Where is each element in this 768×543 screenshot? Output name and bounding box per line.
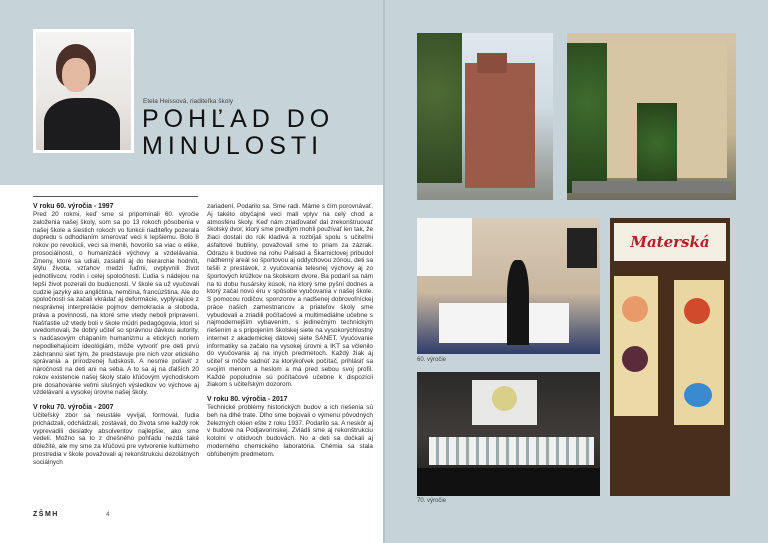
anniversary-70-photo xyxy=(417,372,600,496)
school-building-photo-2 xyxy=(567,33,736,200)
section-heading: V roku 80. výročia - 2017 xyxy=(207,396,288,403)
section-paragraph: Pred 20 rokmi, keď sme si pripomínali 60. výročie založenia našej školy, som sa po 13 rokoch pôsobenia v našej škole a šiestich rokoch vo funkcii riaditeľky pozerala dopredu s odhodlaním smerovať veci k lepšiemu. Bolo 8 rokov po revolúcii, veci sa menili, hovorilo sa viac o etike, prosociálnosti, o humanizácii výchovy a vzdelávania. Zmeny, ktoré sa udiali, zasiahli aj do hierarchie hodnôt, štýlu života, vzťahov medzi ľuďmi, ovplyvnili život jednotlivcov, rodín i celej spoločnosti. Ľudia s nádejou na lepší život pozerali do budúcnosti. V škole sa už vyučovali cudzie jazyky ako angličtina, nemčina, francúzština. Ale do spoločnosti sa začali vkrádať aj deformácie, vyplývajúce z nesprávnej interpretácie pojmov demokracia a sloboda, práva a povinnosti, na ktoré sme vtedy neboli pripravení. Našťastie už vtedy boli v škole múdri pedagógovia, ktorí si uvedomovali, že dobrý učiteľ so správnou dávkou autority, s nadčasovým chápaním humanizmu a etických noriem nepodliehajúcim ideológiám, môže vytvoriť pre deti prvú záchrannú sieť tým, že predstavuje pre nich vzor etického správania a prirodzenej ľudskosti. A nesmie poľaviť z náročnosti na deti ani na seba. A to sa aj na ďalších 20 rokov existencie našej školy stalo kľúčovým východiskom pre dosahovanie veľmi slušných výsledkov vo výchove aj vzdelávaní a vysokej úrovne našej školy. xyxy=(33,211,199,397)
anniversary-60-photo xyxy=(417,218,600,354)
section-heading: V roku 70. výročia - 2007 xyxy=(33,404,114,411)
section-paragraph: Učiteľský zbor sa neustále vyvíjal, formoval, ľudia prichádzali, odchádzali, zostávali, do života sme každý rok vyprevadili desiatky absolventov najlepšie, ako sme vedeli. Možno sa to z dnešného pohľadu nezdá také dôležité, ale my sme za kľúčovú pre vytvorenie kultúrneho prostredia v škole považovali aj rekonštrukciu dezolátnych sociálnych xyxy=(33,412,199,466)
caption-60: 60. výročie xyxy=(417,357,447,363)
title-line-1: POHĽAD DO xyxy=(142,105,335,133)
title-line-2: MINULOSTI xyxy=(142,132,324,160)
page-gutter xyxy=(383,0,385,543)
author-caption: Etela Heissová, riaditeľka školy xyxy=(143,98,234,105)
footer-logo: ZŠMH xyxy=(33,511,59,518)
author-portrait-photo xyxy=(33,29,134,153)
section-paragraph-continued: zariadení. Podarilo sa. Sme radi. Máme s čím porovnávať. Aj takéto obyčajné veci mali vplyv na celý chod a atmosféru školy. Keď nám zriaďovateľ dal zrekonštruovať školský dvor, ktorý sme predtým mohli používať len tak, že žiaci dostali do rúk kladivá a rozbíjali spolu s učiteľmi asfaltové bubliny, považovali sme to priam za zázrak. Odrazu k budove na rohu Palisád a Škarniclovej pribudol nádherný areál so športovou aj oddychovou zónou, deti sa tešili z prestávok, z vyučovania telesnej výchovy aj zo športových krúžkov na školskom dvore. Ba podaril sa nám na tú dobu husársky kúsok, na ktorý sme pyšní dodnes a ktorý začal novú éru v spôsobe vyučovania v našej škole. S pomocou rodičov, sponzorov a nadšenej dobrovoľníckej práce našich zamestnancov a priateľov školy sme vybudovali a zriadili počítačové a multimediálne učebne s najmodernejším vybavením, s jedinečným technickým riešením a s pripojením školskej siete na vysokorýchlostný internet z akademickej dátovej siete SANET. Vyučovanie informatiky sa začalo na vysokej úrovni a IKT sa včlenilo do vyučovania aj na iných predmetoch. Každý žiak aj učiteľ si môže sadnúť za ktorýkoľvek počítač, prihlásiť sa svojím menom a heslom a má pred sebou svoj profil. Každé popoludnie sú počítačové učebne k dispozícii žiakom s učiteľským dozorom. xyxy=(207,203,373,389)
divider xyxy=(33,196,198,197)
kindergarten-door-photo xyxy=(610,218,730,496)
page-number: 4 xyxy=(106,511,110,518)
page-title xyxy=(142,106,334,160)
article-column-2 xyxy=(207,203,373,465)
door-sign-text: Materská xyxy=(630,233,710,251)
section-heading: V roku 60. výročia - 1997 xyxy=(33,203,114,210)
school-building-photo-1 xyxy=(417,33,553,200)
article-column-1 xyxy=(33,203,199,473)
section-paragraph: Technické problémy historických budov a ich riešenia sú beh na dlhé trate. Dlho sme bojovali o výmenu pôvodných železných okien ešte z roku 1937. Podarilo sa. A neskôr aj v budove na Podjavorinskej. Zvládli sme aj rekonštrukciu kotolní v obidvoch budovách. No a deti sa dočkali aj moderného chemického laboratória. Chémia sa stala obľúbeným predmetom. xyxy=(207,404,373,458)
caption-70: 70. výročie xyxy=(417,498,447,504)
